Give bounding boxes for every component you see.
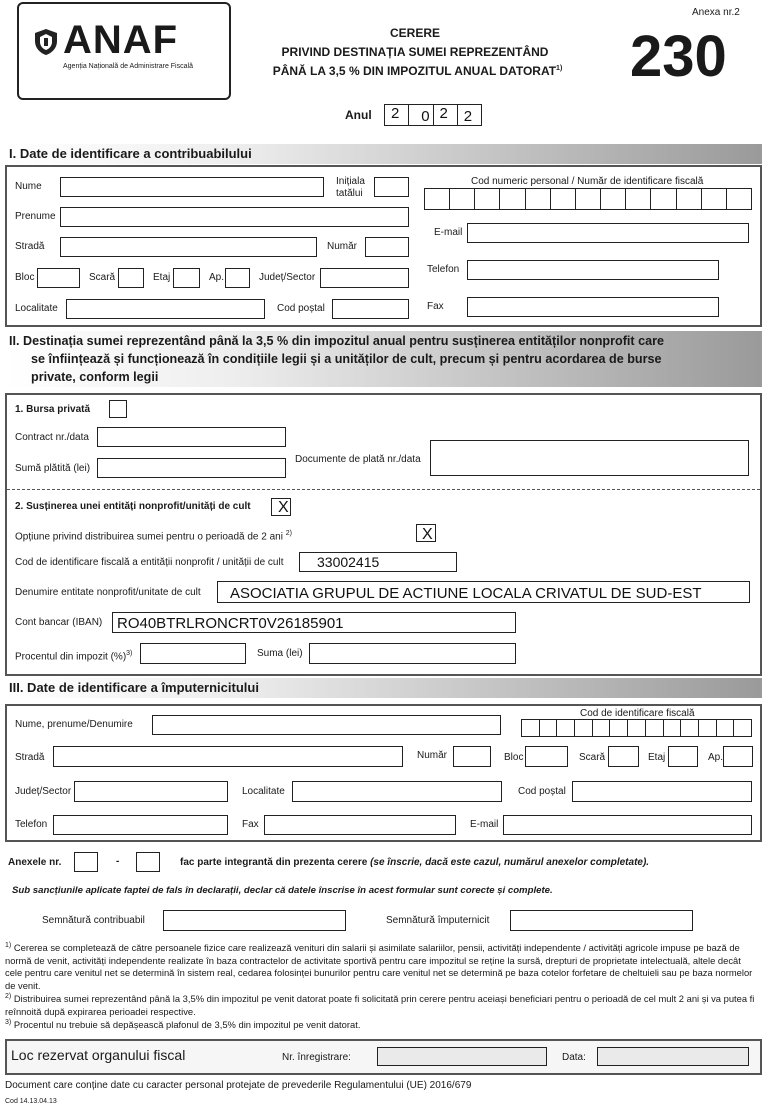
label-imp-strada: Stradă	[15, 752, 45, 763]
section-2-title-line-1: II. Destinația sumei reprezentând până la 3,5 % din impozitul anual pentru susținerea entităților nonprofit care	[9, 334, 665, 348]
year-label: Anul	[345, 108, 372, 122]
label-localitate: Localitate	[15, 303, 58, 314]
label-ap: Ap.	[209, 272, 225, 283]
localitate-field[interactable]	[66, 299, 265, 319]
bursa-checkbox[interactable]	[109, 400, 127, 418]
label-numar: Număr	[327, 241, 358, 252]
label-telefon: Telefon	[427, 264, 460, 275]
section-2-title-line-3: private, conform legii	[31, 370, 159, 384]
label-cnp: Cod numeric personal / Număr de identificare fiscală	[471, 176, 704, 187]
form-code: Cod 14.13.04.13	[5, 1098, 57, 1105]
label-documente: Documente de plată nr./data	[295, 454, 421, 465]
documente-field[interactable]	[430, 440, 749, 476]
label-sig-imp: Semnătură împuternicit	[386, 915, 490, 926]
footnote-3	[5, 1017, 758, 1032]
logo-subtitle: Agenția Națională de Administrare Fiscală	[63, 63, 193, 70]
imp-strada-field[interactable]	[53, 746, 403, 767]
imp-judet-field[interactable]	[74, 781, 228, 802]
label-nume: Nume	[15, 181, 42, 192]
section-2-title	[5, 331, 762, 387]
anexa-from-field[interactable]	[74, 852, 98, 872]
label-imp-localitate: Localitate	[242, 786, 285, 797]
year-digit: 2	[385, 105, 409, 125]
annex-number: Anexa nr.2	[692, 7, 740, 18]
imp-scara-field[interactable]	[608, 746, 639, 767]
denumire-value: ASOCIATIA GRUPUL DE ACTIUNE LOCALA CRIVATUL DE SUD-EST	[230, 585, 702, 602]
imp-cod-postal-field[interactable]	[572, 781, 752, 802]
section-2-title-line-2: se înființează și funcționează în condițiile legii și a unităților de cult, precum și pentru acordarea de burse	[31, 352, 662, 366]
cnp-field[interactable]	[424, 188, 752, 210]
suma-platita-field[interactable]	[97, 458, 286, 478]
declaration: Sub sancțiunile aplicate faptei de fals în declarații, declar că datele înscrise în acest formular sunt corecte și complete.	[12, 885, 553, 896]
label-sig-contrib: Semnătură contribuabil	[42, 915, 145, 926]
iban-value: RO40BTRLRONCRT0V26185901	[117, 615, 344, 632]
cif-entitate-field[interactable]	[299, 552, 457, 572]
title-line-1: CERERE	[389, 26, 440, 40]
cif-entitate-value: 33002415	[317, 554, 380, 570]
strada-field[interactable]	[60, 237, 317, 257]
imp-cif-field[interactable]	[521, 719, 752, 737]
label-contract: Contract nr./data	[15, 432, 89, 443]
anexa-dash: -	[116, 856, 120, 867]
label-etaj: Etaj	[153, 272, 171, 283]
label-procent	[15, 650, 132, 662]
denumire-field[interactable]	[217, 581, 750, 603]
label-fax: Fax	[427, 301, 444, 312]
label-anexele: Anexele nr.	[8, 857, 62, 868]
iban-field[interactable]	[112, 612, 516, 633]
footnote-1-num: 1)	[5, 942, 12, 949]
label-data: Data:	[562, 1052, 586, 1063]
imp-nume-field[interactable]	[152, 715, 501, 735]
initiala-field[interactable]	[374, 177, 409, 197]
label-imp-cif: Cod de identificare fiscală	[580, 708, 695, 719]
label-imp-ap: Ap.	[708, 752, 724, 763]
etaj-field[interactable]	[173, 268, 200, 288]
procent-text: Procentul din impozit (%)	[15, 651, 127, 663]
sig-contrib-field[interactable]	[163, 910, 346, 931]
label-cif-entitate: Cod de identificare fiscală a entității nonprofit / unității de cult	[15, 557, 284, 568]
data-field[interactable]	[597, 1047, 749, 1066]
title-line-3-text: PÂNĂ LA 3,5 % DIN IMPOZITUL ANUAL DATORAT	[272, 64, 557, 78]
sig-imp-field[interactable]	[510, 910, 693, 931]
footnote-2	[5, 991, 758, 1018]
label-email: E-mail	[434, 227, 463, 238]
scara-field[interactable]	[118, 268, 144, 288]
annex-text	[180, 857, 649, 868]
contract-field[interactable]	[97, 427, 286, 447]
label-imp-numar: Număr	[417, 750, 448, 761]
imp-fax-field[interactable]	[264, 815, 456, 835]
title-line-2: PRIVIND DESTINAȚIA SUMEI REPREZENTÂND	[281, 45, 549, 59]
imp-localitate-field[interactable]	[292, 781, 502, 802]
optiune-mark: X	[422, 526, 433, 543]
section-3-title: III. Date de identificare a împuternicitului	[5, 678, 762, 698]
label-bursa: 1. Bursa privată	[15, 404, 91, 415]
anaf-logo	[17, 2, 231, 100]
imp-bloc-field[interactable]	[525, 746, 568, 767]
bloc-field[interactable]	[37, 268, 80, 288]
label-sustinere: 2. Susținerea unei entități nonprofit/unități de cult	[15, 501, 251, 512]
year-digit: 0	[409, 105, 433, 125]
label-imp-email: E-mail	[470, 819, 499, 830]
label-strada: Stradă	[15, 241, 45, 252]
footnote-1-text: Cererea se completează de către persoanele fizice care realizează venituri din salarii și asimilate salariilor, pensii, activități independente / activități agricole impuse pe bază de normă de venit, activități independente realizate în baza contractelor de activitate sportivă pentru care impozitul se reține la sursă, drepturi de proprietate intelectuală, altele decât cele pentru care venitul net se determină în sistem real, cedarea folosinței bunurilor pentru care venitul net se determină pe baza cotelor forfetare de cheltuieli sau pe baza normelor de venit.	[5, 942, 753, 991]
title-line-3	[245, 64, 590, 78]
label-optiune	[15, 530, 292, 542]
label-imp-scara: Scară	[579, 752, 606, 763]
label-bloc: Bloc	[15, 272, 35, 283]
label-judet: Județ/Sector	[259, 272, 316, 283]
form-number: 230	[630, 24, 727, 89]
optiune-footnote: 2)	[285, 530, 292, 537]
label-denumire: Denumire entitate nonprofit/unitate de cult	[15, 587, 201, 598]
imp-etaj-field[interactable]	[668, 746, 698, 767]
annex-text-italic: (se înscrie, dacă este cazul, numărul anexelor completate).	[370, 857, 650, 868]
year-digit: 2	[434, 105, 458, 125]
logo-text: ANAF	[63, 18, 179, 62]
label-cod-postal: Cod poștal	[277, 303, 325, 314]
optiune-checkbox[interactable]	[416, 524, 436, 542]
procent-footnote: 3)	[126, 650, 133, 657]
telefon-field[interactable]	[467, 260, 719, 280]
nr-inregistrare-field[interactable]	[377, 1047, 547, 1066]
procent-field[interactable]	[140, 643, 246, 664]
anexa-to-field[interactable]	[136, 852, 160, 872]
label-initiala: Inițiala	[336, 176, 365, 187]
label-imp-fax: Fax	[242, 819, 259, 830]
label-nr-inregistrare: Nr. înregistrare:	[282, 1052, 351, 1063]
imp-email-field[interactable]	[503, 815, 752, 835]
label-imp-nume: Nume, prenume/Denumire	[15, 719, 133, 730]
year-digit: 2	[463, 108, 473, 125]
footnote-2-text: Distribuirea sumei reprezentând până la 3,5% din impozitul pe venit datorat poate fi solicitată prin cerere pentru aceiași beneficiari pentru o perioadă de cel mult 2 ani și va putea fi reînnoită după expirarea perioadei respective.	[5, 993, 755, 1017]
footnote-1	[5, 940, 758, 993]
title-footnote: 1)	[556, 65, 563, 72]
optiune-text: Opțiune privind distribuirea sumei pentru o perioadă de 2 ani	[15, 531, 283, 543]
imp-ap-field[interactable]	[723, 746, 753, 767]
nume-field[interactable]	[60, 177, 324, 197]
gdpr-notice: Document care conține date cu caracter personal protejate de prevederile Regulamentului (UE) 2016/679	[5, 1080, 472, 1091]
label-suma-platita: Sumă plătită (lei)	[15, 463, 91, 474]
numar-field[interactable]	[365, 237, 409, 257]
footnote-3-num: 3)	[5, 1019, 12, 1026]
anaf-shield-icon	[33, 28, 59, 56]
suma-field[interactable]	[309, 643, 516, 664]
label-imp-bloc: Bloc	[504, 752, 524, 763]
imp-numar-field[interactable]	[453, 746, 491, 767]
label-imp-telefon: Telefon	[15, 819, 48, 830]
sustinere-checkbox[interactable]	[271, 498, 291, 516]
section-1-title: I. Date de identificare a contribuabilului	[5, 144, 762, 164]
cod-postal-field[interactable]	[332, 299, 409, 319]
label-iban: Cont bancar (IBAN)	[15, 617, 103, 628]
section-2-divider	[7, 489, 760, 490]
judet-field[interactable]	[320, 268, 409, 288]
footnote-3-text: Procentul nu trebuie să depășească plafonul de 3,5% din impozitul pe venit datorat.	[13, 1019, 361, 1031]
footnote-2-num: 2)	[5, 993, 12, 1000]
fax-field[interactable]	[467, 297, 719, 317]
label-scara: Scară	[89, 272, 116, 283]
label-imp-etaj: Etaj	[648, 752, 666, 763]
ap-field[interactable]	[225, 268, 250, 288]
label-imp-cod-postal: Cod poștal	[518, 786, 566, 797]
annex-text-main: fac parte integrantă din prezenta cerere	[180, 857, 368, 868]
year-field[interactable]	[384, 104, 482, 126]
label-prenume: Prenume	[15, 211, 56, 222]
label-tatalui: tatălui	[336, 188, 363, 199]
sustinere-mark: X	[278, 499, 289, 516]
label-imp-judet: Județ/Sector	[15, 786, 72, 797]
label-suma: Suma (lei)	[257, 648, 303, 659]
prenume-field[interactable]	[60, 207, 409, 227]
imp-telefon-field[interactable]	[53, 815, 228, 835]
fiscal-title: Loc rezervat organului fiscal	[11, 1047, 186, 1063]
email-field[interactable]	[467, 223, 749, 243]
